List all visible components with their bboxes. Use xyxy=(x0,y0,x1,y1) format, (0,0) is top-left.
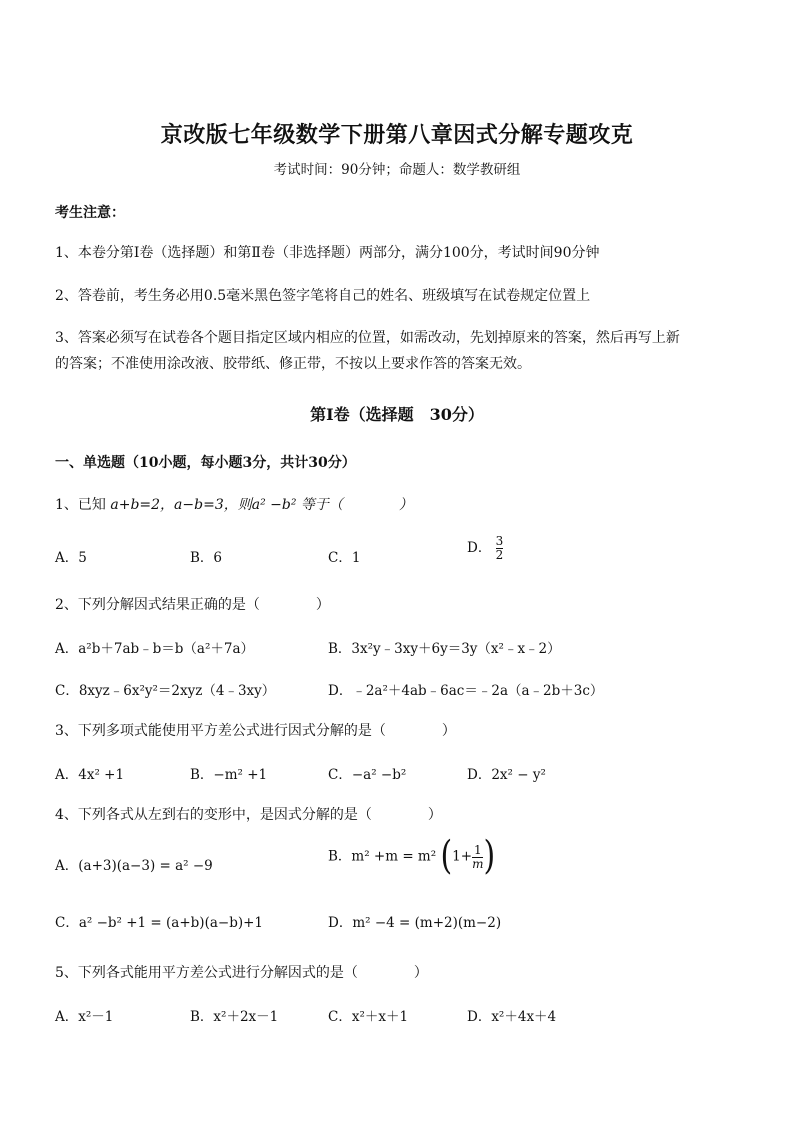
notice-item-3: 3、答案必须写在试卷各个题目指定区域内相应的位置，如需改动，先划掉原来的答案，然后再写上新 xyxy=(55,330,680,346)
fraction-denominator: m xyxy=(472,856,484,871)
q3-option-d[interactable]: D．2x² − y² xyxy=(467,767,546,783)
q4-option-c[interactable]: C．a² −b² +1 = (a+b)(a−b)+1 xyxy=(55,915,264,931)
q2-option-b[interactable]: B．3x²y﹣3xy＋6y＝3y（x²﹣x﹣2） xyxy=(328,641,561,657)
paren-close: ) xyxy=(483,833,496,880)
fraction-numerator: 3 xyxy=(495,534,504,548)
question-1-prefix: 1、已知 xyxy=(55,497,106,513)
q2-option-d[interactable]: D．﹣2a²＋4ab﹣6ac＝﹣2a（a﹣2b＋3c） xyxy=(328,683,604,699)
q2-option-c[interactable]: C．8xyz﹣6x²y²＝2xyz（4﹣3xy） xyxy=(55,683,276,699)
q1-option-c[interactable]: C．1 xyxy=(328,550,361,566)
q2-option-a[interactable]: A．a²b＋7ab﹣b＝b（a²＋7a） xyxy=(55,641,255,657)
q3-option-b[interactable]: B．−m² +1 xyxy=(190,767,268,783)
exam-info: 考试时间：90分钟；命题人：数学教研组 xyxy=(273,162,521,178)
question-1-math: a+b=2，a−b=3，则a² −b² 等于（ ） xyxy=(110,497,413,513)
fraction-numerator: 1 xyxy=(473,842,482,857)
q4-option-b[interactable] xyxy=(328,833,496,880)
notice-heading: 考生注意： xyxy=(55,205,125,221)
q4-option-a[interactable]: A．(a+3)(a−3) = a² −9 xyxy=(55,858,213,874)
fraction-denominator: 2 xyxy=(495,548,504,562)
q1-option-a[interactable]: A．5 xyxy=(55,550,87,566)
q1-option-d-label: D． xyxy=(467,540,492,556)
q5-option-c[interactable]: C．x²＋x＋1 xyxy=(328,1009,409,1025)
q1-option-d[interactable] xyxy=(467,535,503,562)
document-title: 京改版七年级数学下册第八章因式分解专题攻克 xyxy=(160,122,634,148)
q5-option-d[interactable]: D．x²＋4x＋4 xyxy=(467,1009,557,1025)
question-2-stem: 2、下列分解因式结果正确的是（ ） xyxy=(55,597,330,613)
question-4-stem: 4、下列各式从左到右的变形中，是因式分解的是（ ） xyxy=(55,807,442,823)
paren-open: ( xyxy=(440,833,453,880)
q5-option-b[interactable]: B．x²＋2x－1 xyxy=(190,1009,279,1025)
q4-option-d[interactable]: D．m² −4 = (m+2)(m−2) xyxy=(328,915,502,931)
q1-option-d-fraction xyxy=(496,535,504,562)
notice-item-3-cont: 的答案；不准使用涂改液、胶带纸、修正带，不按以上要求作答的答案无效。 xyxy=(55,356,531,372)
q1-option-b[interactable]: B．6 xyxy=(190,550,223,566)
question-3-stem: 3、下列多项式能使用平方差公式进行因式分解的是（ ） xyxy=(55,723,456,739)
notice-item-2: 2、答卷前，考生务必用0.5毫米黑色签字笔将自己的姓名、班级填写在试卷规定位置上 xyxy=(55,288,591,304)
section-title: 第Ⅰ卷（选择题 30分） xyxy=(310,405,484,424)
q5-option-a[interactable]: A．x²－1 xyxy=(55,1009,114,1025)
question-5-stem: 5、下列各式能用平方差公式进行分解因式的是（ ） xyxy=(55,965,428,981)
q4-option-b-lead: B．m² +m = m² xyxy=(328,848,437,865)
question-1-stem xyxy=(55,494,413,514)
q3-option-a[interactable]: A．4x² +1 xyxy=(55,767,125,783)
q4-option-b-one-plus: 1+ xyxy=(452,848,473,865)
part-heading: 一、单选题（10小题，每小题3分，共计30分） xyxy=(55,455,356,471)
q3-option-c[interactable]: C．−a² −b² xyxy=(328,767,407,783)
notice-item-1: 1、本卷分第Ⅰ卷（选择题）和第Ⅱ卷（非选择题）两部分，满分100分，考试时间90分钟 xyxy=(55,245,600,261)
q4-option-b-fraction xyxy=(472,844,483,871)
